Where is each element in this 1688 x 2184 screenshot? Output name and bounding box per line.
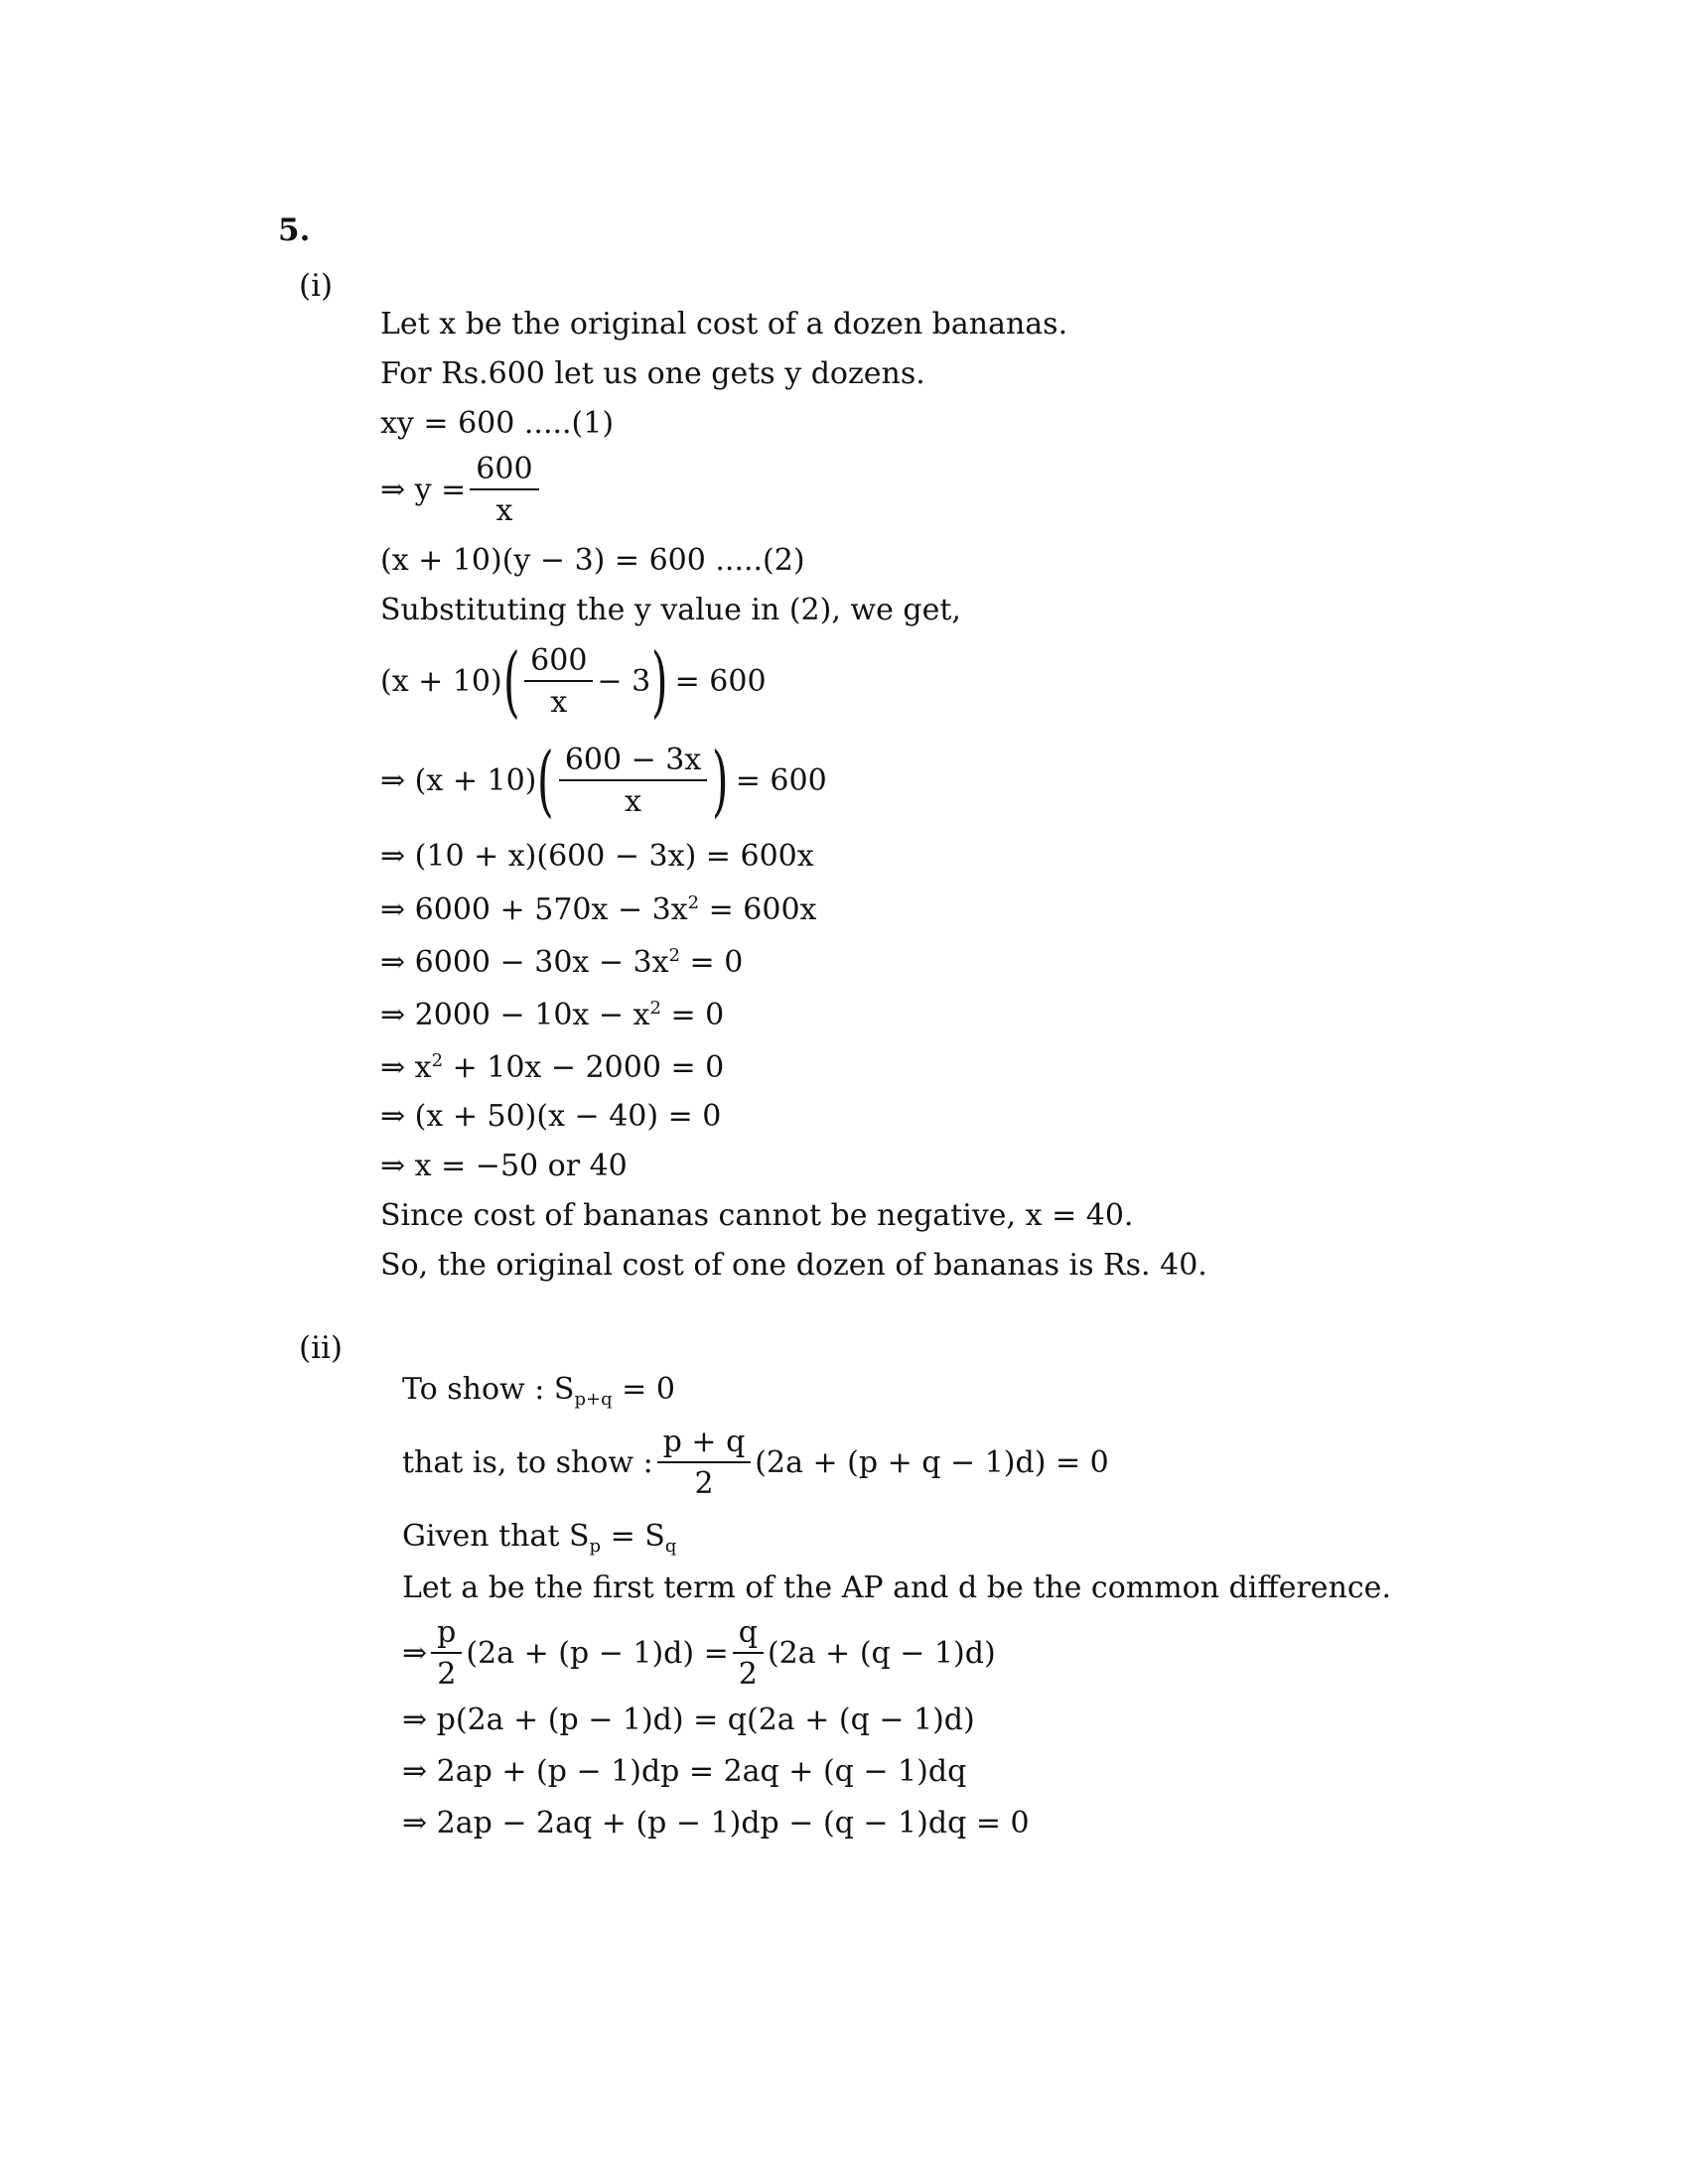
equation-text: + 10x − 2000 = 0: [443, 1050, 725, 1085]
equation-text: ⇒ y =: [380, 473, 467, 507]
equation-text: = 0: [680, 945, 744, 980]
equation-text: ⇒ 2000 − 10x − x: [380, 998, 650, 1032]
equation-text: To show : S: [402, 1372, 575, 1407]
equation-text: (2a + (p + q − 1)d) = 0: [755, 1445, 1109, 1480]
fraction: [733, 1615, 764, 1692]
fraction-numerator: q: [733, 1618, 764, 1654]
fraction-denominator: x: [625, 784, 642, 819]
fraction: [657, 1425, 752, 1501]
fraction-denominator: x: [495, 493, 513, 528]
equation-text: = S: [601, 1519, 665, 1554]
subscript: p: [589, 1536, 602, 1557]
equation-line: [402, 1372, 675, 1410]
text-line: Let a be the first term of the AP and d be the common difference.: [402, 1570, 1391, 1605]
fraction-denominator: x: [550, 685, 568, 720]
text-line: For Rs.600 let us one gets y dozens.: [380, 356, 925, 391]
exponent: 2: [687, 892, 700, 913]
fraction-denominator: 2: [437, 1657, 457, 1692]
left-paren: (: [537, 737, 554, 826]
text-line: So, the original cost of one dozen of bananas is Rs. 40.: [380, 1248, 1207, 1283]
equation-text: = 600: [674, 664, 767, 699]
left-paren: (: [502, 637, 520, 727]
equation-text: = 0: [612, 1372, 675, 1407]
equation-text: = 0: [660, 998, 725, 1032]
fraction-denominator: 2: [694, 1466, 714, 1501]
equation-line: [380, 737, 833, 826]
fraction: [470, 452, 538, 528]
fraction: [559, 743, 707, 819]
fraction: [431, 1615, 462, 1692]
equation-text: = 600x: [699, 892, 817, 927]
equation-line: [380, 637, 773, 727]
subscript: p+q: [574, 1389, 613, 1410]
equation-text: (2a + (p − 1)d) =: [466, 1636, 729, 1671]
equation-text: = 600: [735, 763, 827, 798]
equation-line: ⇒ 2ap + (p − 1)dp = 2aq + (q − 1)dq: [402, 1754, 967, 1789]
equation-line: ⇒ p(2a + (p − 1)d) = q(2a + (q − 1)d): [402, 1703, 975, 1737]
equation-text: (2a + (q − 1)d): [767, 1636, 996, 1671]
equation-line: [380, 894, 816, 925]
text-line: Substituting the y value in (2), we get,: [380, 593, 961, 627]
fraction-numerator: 600: [524, 646, 593, 682]
equation-text: ⇒ x: [380, 1050, 432, 1085]
equation-line: ⇒ (x + 50)(x − 40) = 0: [380, 1099, 722, 1134]
fraction-numerator: p + q: [657, 1428, 752, 1463]
equation-text: ⇒ 6000 + 570x − 3x: [380, 892, 688, 927]
exponent: 2: [649, 998, 661, 1019]
equation-line: [380, 1052, 724, 1083]
part-ii-label: (ii): [299, 1330, 344, 1366]
fraction-denominator: 2: [738, 1657, 758, 1692]
exponent: 2: [668, 945, 680, 966]
fraction-numerator: 600: [470, 455, 538, 490]
exponent: 2: [431, 1050, 444, 1071]
part-i-label: (i): [299, 268, 334, 304]
equation-text: − 3: [597, 664, 651, 699]
equation-text: Given that S: [402, 1519, 590, 1554]
equation-text: ⇒: [402, 1636, 428, 1671]
equation-line: [402, 1615, 996, 1692]
equation-line: (x + 10)(y − 3) = 600 .....(2): [380, 543, 805, 578]
equation-line: ⇒ 2ap − 2aq + (p − 1)dp − (q − 1)dq = 0: [402, 1806, 1030, 1841]
text-line: Since cost of bananas cannot be negative, x = 40.: [380, 1198, 1134, 1233]
fraction-numerator: p: [431, 1618, 462, 1654]
equation-line: [380, 452, 543, 528]
fraction: [524, 643, 593, 720]
equation-line: ⇒ x = −50 or 40: [380, 1149, 628, 1183]
text-line: Let x be the original cost of a dozen bananas.: [380, 307, 1068, 341]
equation-line: [380, 947, 743, 978]
fraction-numerator: 600 − 3x: [559, 746, 707, 781]
equation-text: ⇒ 6000 − 30x − 3x: [380, 945, 669, 980]
equation-line: ⇒ (10 + x)(600 − 3x) = 600x: [380, 839, 814, 874]
subscript: q: [664, 1536, 677, 1557]
equation-text: ⇒ (x + 10): [380, 763, 537, 798]
equation-line: [380, 1000, 724, 1030]
right-paren: ): [712, 737, 729, 826]
right-paren: ): [651, 637, 668, 727]
equation-text: (x + 10): [380, 664, 502, 699]
equation-line: xy = 600 .....(1): [380, 406, 615, 441]
equation-text: that is, to show :: [402, 1445, 653, 1480]
equation-line: [402, 1425, 1109, 1501]
equation-line: [402, 1519, 677, 1557]
question-number: 5.: [278, 212, 311, 248]
